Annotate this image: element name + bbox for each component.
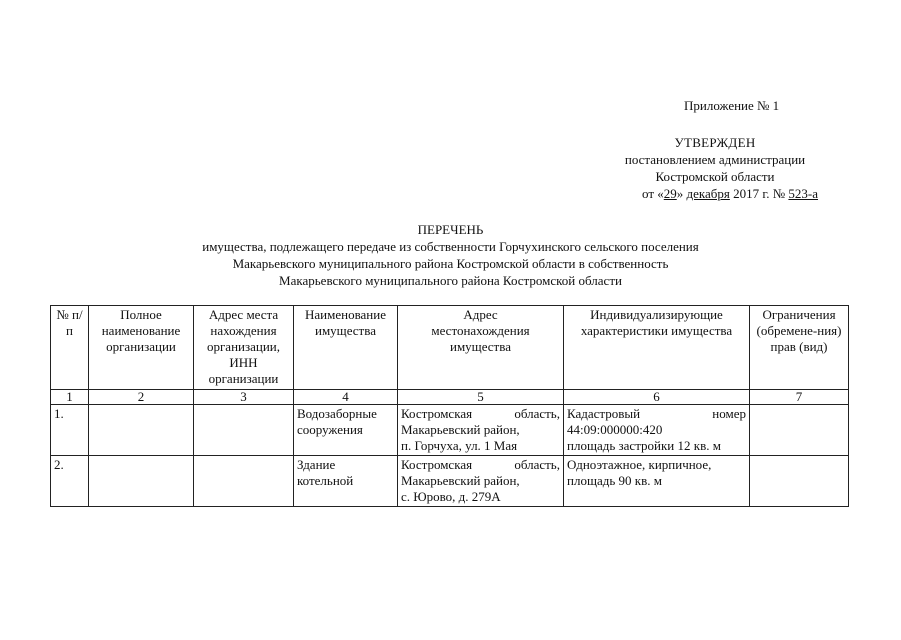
address-line: Макарьевский район, <box>401 473 520 488</box>
restrictions-cell <box>750 456 849 507</box>
address-line: п. Горчуха, ул. 1 Мая <box>401 438 518 453</box>
header-cell: № п/п <box>51 306 89 390</box>
approval-line-1: постановлением администрации <box>624 152 806 167</box>
characteristics-line: площадь застройки 12 кв. м <box>567 438 721 453</box>
org-name-cell <box>89 456 194 507</box>
header-cell: Адрес места нахождения организации, ИНН организации <box>194 306 294 390</box>
header-cell: Ограничения (обремене-ния) прав (вид) <box>750 306 849 390</box>
table-row <box>51 405 849 456</box>
heading-title: ПЕРЕЧЕНЬ <box>417 222 484 237</box>
date-prefix: от « <box>641 186 664 201</box>
restrictions-cell <box>750 405 849 456</box>
approval-date-line <box>585 185 845 202</box>
org-address-cell <box>194 456 294 507</box>
characteristics-line: 44:09:000000:420 <box>567 422 663 437</box>
address-part: Костромская <box>401 457 473 472</box>
heading-line-1: имущества, подлежащего передаче из собственности Горчухинского сельского поселения <box>202 239 699 254</box>
characteristics-part: номер <box>712 406 746 421</box>
column-number: 3 <box>194 390 294 405</box>
header-cell: Полное наименование организации <box>89 306 194 390</box>
column-number: 5 <box>398 390 564 405</box>
address-part: область, <box>514 457 560 472</box>
date-month: декабря <box>686 186 730 201</box>
document-heading <box>0 221 901 289</box>
address-line: с. Юрово, д. 279А <box>401 489 501 504</box>
approval-block <box>585 134 845 202</box>
column-number: 4 <box>294 390 398 405</box>
header-cell: Наименование имущества <box>294 306 398 390</box>
column-number: 2 <box>89 390 194 405</box>
date-year: 2017 г. № <box>729 186 789 201</box>
approval-line-2: Костромской области <box>655 169 775 184</box>
characteristics-line: Одноэтажное, кирпичное, <box>567 457 712 472</box>
property-table <box>50 305 849 507</box>
column-number: 1 <box>51 390 89 405</box>
approval-stamp: УТВЕРЖДЕН <box>674 135 756 150</box>
property-name-cell: Водозаборные сооружения <box>294 405 398 456</box>
org-address-cell <box>194 405 294 456</box>
address-part: область, <box>514 406 560 421</box>
decree-number: 523-а <box>788 186 819 201</box>
date-day: 29 <box>663 186 677 201</box>
header-cell: Адрес местонахождения имущества <box>398 306 564 390</box>
address-line: Макарьевский район, <box>401 422 520 437</box>
row-number: 2. <box>51 456 89 507</box>
address-part: Костромская <box>401 406 473 421</box>
row-number: 1. <box>51 405 89 456</box>
header-cell: Индивидуализирующие характеристики имущества <box>564 306 750 390</box>
characteristics-part: Кадастровый <box>567 406 641 421</box>
column-number: 6 <box>564 390 750 405</box>
column-number-row <box>51 390 849 405</box>
property-name-cell: Здание котельной <box>294 456 398 507</box>
column-number: 7 <box>750 390 849 405</box>
property-address-cell <box>398 456 564 507</box>
heading-line-3: Макарьевского муниципального района Костромской области <box>279 273 622 288</box>
attachment-label: Приложение № 1 <box>684 98 780 113</box>
heading-line-2: Макарьевского муниципального района Костромской области в собственность <box>232 256 669 271</box>
date-mid: » <box>676 186 687 201</box>
table-row <box>51 456 849 507</box>
characteristics-line: площадь 90 кв. м <box>567 473 662 488</box>
characteristics-cell <box>564 405 750 456</box>
table-header-row <box>51 306 849 390</box>
org-name-cell <box>89 405 194 456</box>
property-address-cell <box>398 405 564 456</box>
characteristics-cell <box>564 456 750 507</box>
